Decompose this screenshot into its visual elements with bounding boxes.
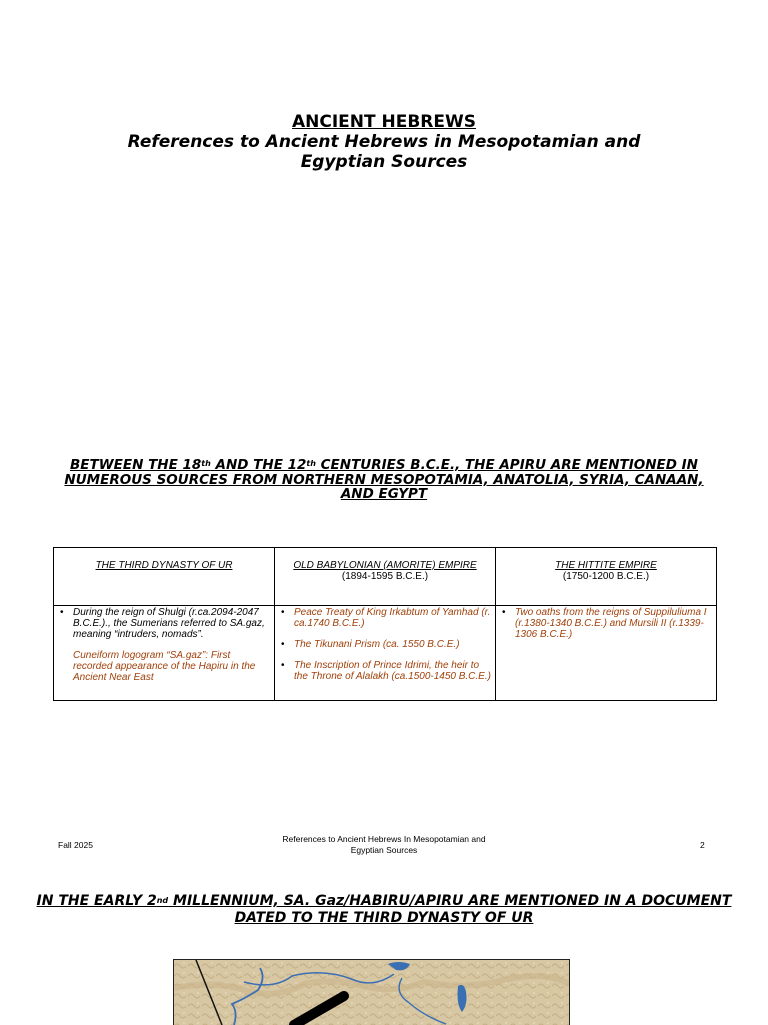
- table-body-row: [54, 606, 717, 701]
- slide-subtitle-line-1: References to Ancient Hebrews in Mesopotamian and: [127, 132, 641, 152]
- mesopotamia-map-image: [173, 959, 570, 1025]
- sources-table: [53, 547, 717, 701]
- header-dates: (1894-1595 B.C.E.): [341, 571, 429, 582]
- footer-title: [264, 834, 504, 855]
- body-cell-ur: [54, 606, 275, 701]
- footer-page-number: 2: [700, 840, 705, 850]
- header-dates: (1750-1200 B.C.E.): [562, 571, 650, 582]
- header-cell-babylonian: [275, 548, 496, 606]
- subheading-part-1: BETWEEN THE 18: [70, 457, 202, 473]
- subheading-sup-2: th: [306, 459, 316, 468]
- header-name: THE HITTITE EMPIRE: [555, 560, 657, 571]
- body-cell-babylonian: [275, 606, 496, 701]
- header-name: OLD BABYLONIAN (AMORITE) EMPIRE: [293, 560, 477, 571]
- subheading-part-3: CENTURIES B.C.E., THE APIRU ARE MENTIONED IN NUMEROUS SOURCES FROM NORTHERN MESOPOTAMIA, ANATOLIA, SYRIA, CANAAN, AND EGYPT: [64, 457, 704, 502]
- heading2-part-2: MILLENNIUM, SA. Gaz/HABIRU/APIRU ARE MENTIONED IN A DOCUMENT DATED TO THE THIRD DYNASTY OF UR: [168, 893, 732, 926]
- centuries-subheading: [56, 458, 712, 502]
- header-cell-ur: [54, 548, 275, 606]
- list-item: [54, 607, 274, 683]
- slide-heading-ur: [20, 893, 748, 927]
- subheading-sup-1: th: [201, 459, 211, 468]
- ur-list: [54, 607, 274, 683]
- footer-title-line-1: References to Ancient Hebrews In Mesopotamian and: [282, 834, 486, 844]
- map-terrain: [174, 960, 569, 1025]
- header-name: THE THIRD DYNASTY OF UR: [95, 560, 233, 571]
- list-item: • Two oaths from the reigns of Suppiluliuma I (r.1380-1340 B.C.E.) and Mursili II (r.1339-1306 B.C.E.): [496, 607, 716, 640]
- list-item: • Peace Treaty of King Irkabtum of Yamhad (r. ca.1740 B.C.E.): [275, 607, 495, 629]
- slide-title-block: [0, 112, 768, 172]
- body-cell-hittite: [496, 606, 717, 701]
- ur-bullet-text: During the reign of Shulgi (r.ca.2094-2047 B.C.E.)., the Sumerians referred to SA.gaz, meaning “intruders, nomads”.: [73, 607, 265, 640]
- subheading-part-2: AND THE 12: [210, 457, 307, 473]
- babylonian-list: [275, 607, 495, 682]
- slide-subtitle-line-2: Egyptian Sources: [300, 152, 468, 172]
- list-item: • The Inscription of Prince Idrimi, the heir to the Throne of Alalakh (ca.1500-1450 B.C.E.): [275, 660, 495, 682]
- footer-term: Fall 2025: [58, 840, 93, 850]
- map-graphic: [174, 960, 569, 1025]
- header-cell-hittite: [496, 548, 717, 606]
- heading2-part-1: IN THE EARLY 2: [36, 893, 157, 909]
- hittite-list: [496, 607, 716, 640]
- table-header-row: [54, 548, 717, 606]
- ur-note-text: Cuneiform logogram “SA.gaz”: First recorded appearance of the Hapiru in the Ancient Near East: [73, 650, 256, 683]
- footer-title-line-2: Egyptian Sources: [350, 844, 418, 855]
- list-item: • The Tikunani Prism (ca. 1550 B.C.E.): [275, 639, 495, 650]
- slide-title: ANCIENT HEBREWS: [291, 112, 477, 132]
- heading2-sup: nd: [156, 896, 169, 905]
